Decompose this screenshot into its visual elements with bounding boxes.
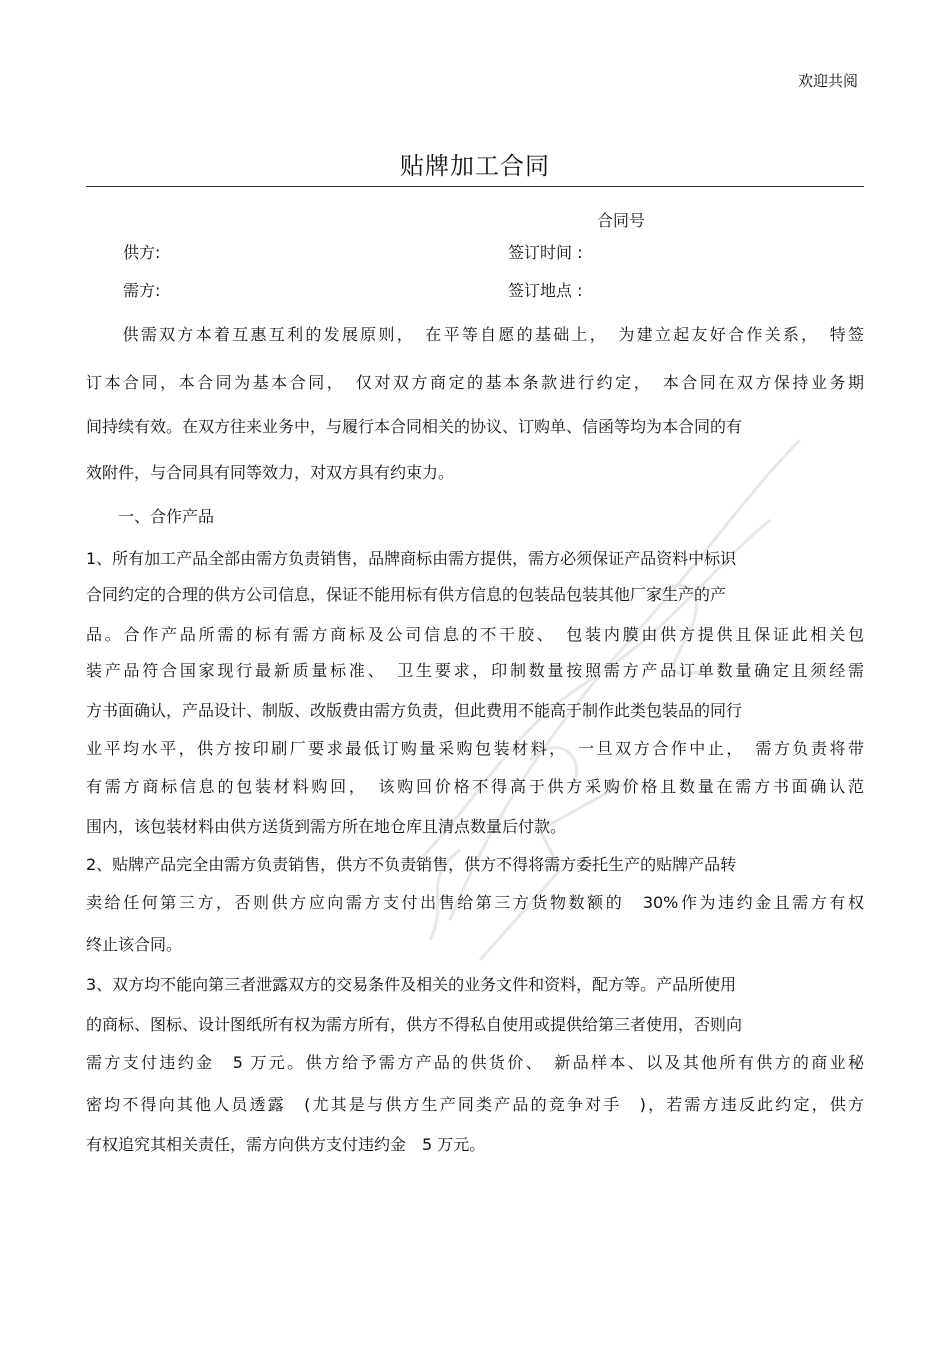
clause-2-line-2: 卖给任何第三方，否则供方应向需方支付出售给第三方货物数额的 30%作为违约金且需方有权 xyxy=(86,893,864,912)
clause-2-line-1: 2、贴牌产品完全由需方负责销售，供方不负责销售，供方不得将需方委托生产的贴牌产品转 xyxy=(86,855,737,874)
clause-3-line-3: 需方支付违约金 5 万元。供方给予需方产品的供货价、 新品样本、以及其他所有供方的商业秘 xyxy=(86,1053,864,1072)
preamble-line-3: 间持续有效。在双方往来业务中，与履行本合同相关的协议、订购单、信函等均为本合同的有 xyxy=(86,417,743,436)
preamble-line-2: 订本合同，本合同为基本合同， 仅对双方商定的基本条款进行约定， 本合同在双方保持业务期 xyxy=(86,373,864,392)
clause-1-line-2: 合同约定的合理的供方公司信息，保证不能用标有供方信息的包装品包装其他厂家生产的产 xyxy=(86,585,727,604)
clause-1-line-6: 业平均水平，供方按印刷厂要求最低订购量采购包装材料， 一旦双方合作中止， 需方负责将带 xyxy=(86,739,864,758)
clause-1-line-4: 装产品符合国家现行最新质量标准、 卫生要求，印制数量按照需方产品订单数量确定且须经需 xyxy=(86,661,864,680)
clause-1-line-5: 方书面确认，产品设计、制版、改版费由需方负责，但此费用不能高于制作此类包装品的同行 xyxy=(86,701,743,720)
clause-3-line-2: 的商标、图标、设计图纸所有权为需方所有，供方不得私自使用或提供给第三者使用，否则向 xyxy=(86,1015,743,1034)
clause-3-line-5: 有权追究其相关责任，需方向供方支付违约金 5 万元。 xyxy=(86,1135,486,1154)
header-note: 欢迎共阅 xyxy=(797,72,858,90)
clause-3-line-1: 3、双方均不能向第三者泄露双方的交易条件及相关的业务文件和资料，配方等。产品所使用 xyxy=(86,975,737,994)
clause-2-line-3: 终止该合同。 xyxy=(86,935,183,954)
contract-no-label: 合同号 xyxy=(597,211,646,230)
buyer-label: 需方: xyxy=(123,281,161,300)
clause-1-line-1: 1、所有加工产品全部由需方负责销售，品牌商标由需方提供，需方必须保证产品资料中标识 xyxy=(86,549,737,568)
clause-1-line-8: 围内，该包装材料由供方送货到需方所在地仓库且清点数量后付款。 xyxy=(86,817,567,836)
sign-time-label: 签订时间 : xyxy=(508,243,583,262)
title-divider xyxy=(86,186,864,187)
section-heading: 一、合作产品 xyxy=(86,507,215,526)
clause-3-line-4: 密均不得向其他人员透露 (尤其是与供方生产同类产品的竞争对手 )，若需方违反此约定，供方 xyxy=(86,1095,864,1114)
supplier-label: 供方: xyxy=(123,243,161,262)
preamble-line-4: 效附件，与合同具有同等效力，对双方具有约束力。 xyxy=(86,463,455,482)
document-title: 贴牌加工合同 xyxy=(400,152,550,180)
sign-place-label: 签订地点 : xyxy=(508,281,583,300)
preamble-line-1: 供需双方本着互惠互利的发展原则， 在平等自愿的基础上， 为建立起友好合作关系， 特签 xyxy=(86,325,864,344)
clause-1-line-7: 有需方商标信息的包装材料购回， 该购回价格不得高于供方采购价格且数量在需方书面确认范 xyxy=(86,777,864,796)
clause-1-line-3: 品。合作产品所需的标有需方商标及公司信息的不干胶、 包装内膜由供方提供且保证此相关包 xyxy=(86,625,864,644)
